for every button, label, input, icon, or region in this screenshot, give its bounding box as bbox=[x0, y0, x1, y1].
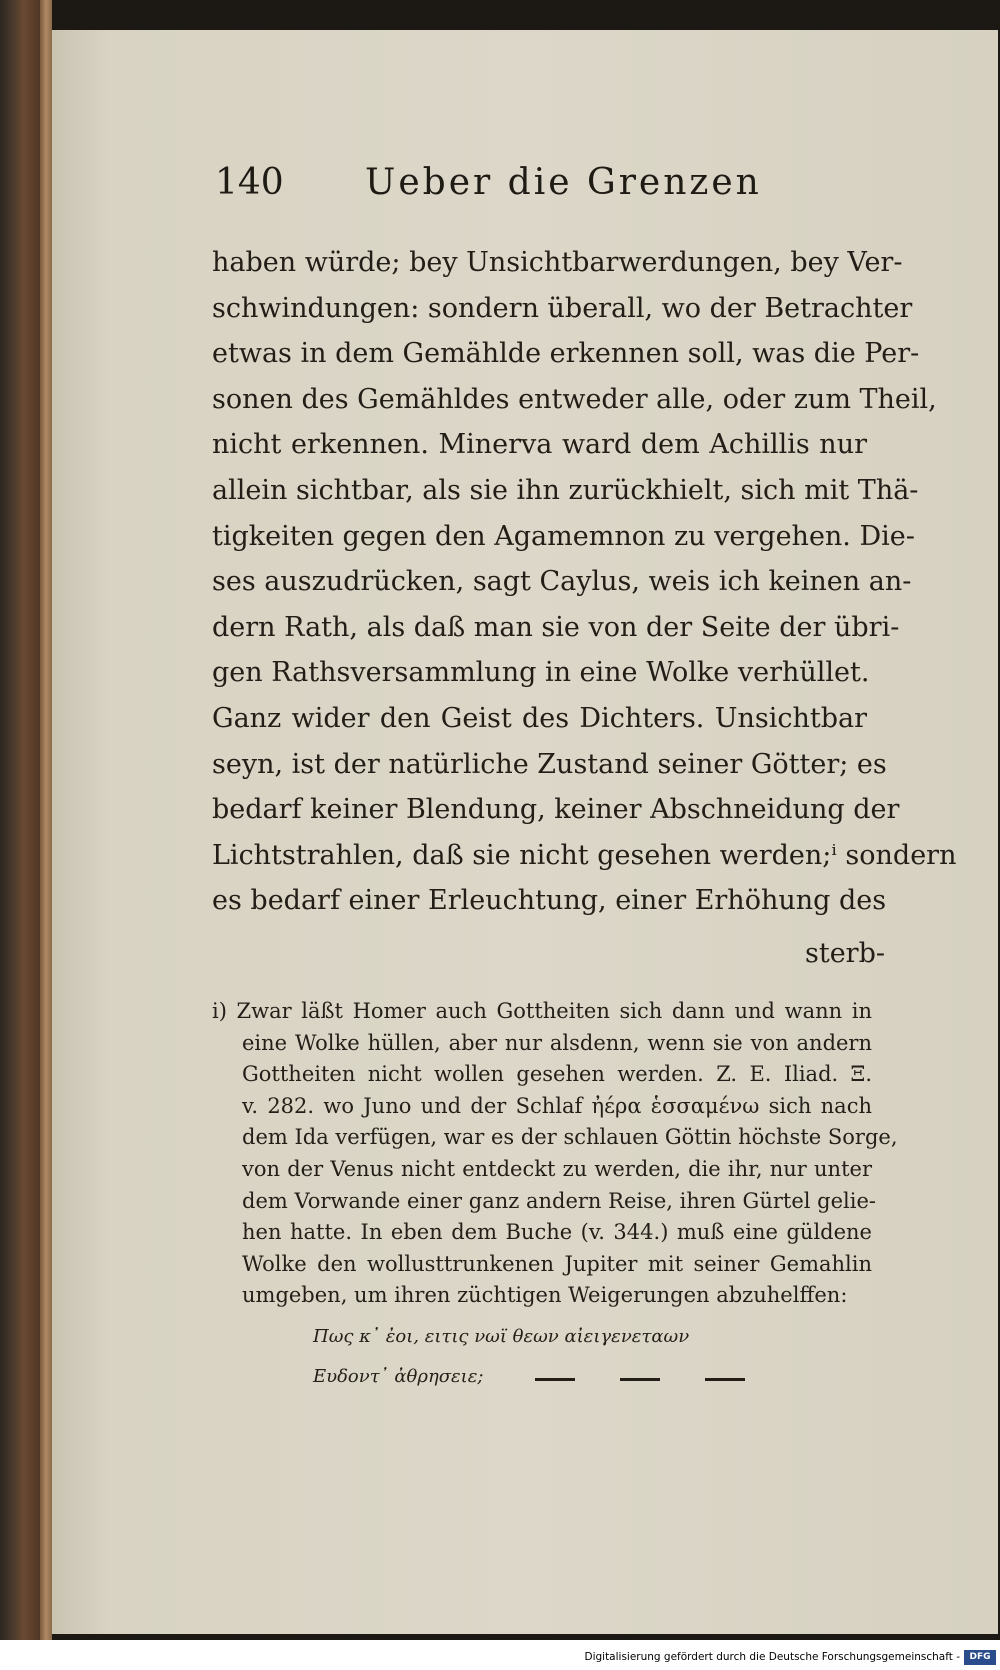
footnote-line: v. 282. wo Juno und der Schlaf ἠέρα ἑσσαμένω sich nach bbox=[242, 1093, 872, 1118]
text-line: haben würde; bey Unsichtbarwerdungen, bey Ver- bbox=[212, 247, 903, 278]
text-line: nicht erkennen. Minerva ward dem Achillis nur bbox=[212, 429, 867, 461]
page-edge-stack bbox=[40, 0, 52, 1640]
text-line: seyn, ist der natürliche Zustand seiner Götter; es bbox=[212, 748, 887, 780]
text-line: sonen des Gemähldes entweder alle, oder zum Theil, bbox=[212, 383, 937, 415]
greek-verse-line: Ευδοντ᾽ ἀθρησειε; bbox=[313, 1366, 484, 1387]
ellipsis-dashes bbox=[535, 1370, 745, 1390]
text-line: dern Rath, als daß man sie von der Seite der übri- bbox=[212, 611, 900, 643]
footnote-line: von der Venus nicht entdeckt zu werden, die ihr, nur unter bbox=[242, 1156, 872, 1181]
dash-rule bbox=[620, 1378, 660, 1381]
digitization-footer bbox=[0, 1648, 1000, 1670]
footnote-line: dem Vorwande einer ganz andern Reise, ihren Gürtel gelie- bbox=[242, 1188, 876, 1213]
text-line: allein sichtbar, als sie ihn zurückhielt, sich mit Thä- bbox=[212, 474, 919, 506]
footnote-line: hen hatte. In eben dem Buche (v. 344.) muß eine güldene bbox=[242, 1220, 872, 1245]
text-line: gen Rathsversammlung in eine Wolke verhüllet. bbox=[212, 657, 870, 689]
dash-rule bbox=[535, 1378, 575, 1381]
footnote bbox=[212, 996, 898, 1312]
page-header bbox=[215, 162, 975, 222]
text-line: etwas in dem Gemählde erkennen soll, was die Per- bbox=[212, 338, 920, 370]
greek-verse-line: Πως κ᾽ ἐοι, ειτις νωϊ θεων αἰειγενεταων bbox=[313, 1326, 690, 1347]
footnote-line: eine Wolke hüllen, aber nur alsdenn, wenn sie von andern bbox=[242, 1030, 872, 1055]
footnote-line: i) Zwar läßt Homer auch Gottheiten sich dann und wann in bbox=[212, 999, 872, 1023]
dfg-logo-icon: DFG bbox=[964, 1650, 996, 1665]
text-line: es bedarf einer Erleuchtung, einer Erhöhung des bbox=[212, 885, 887, 917]
text-line: Ganz wider den Geist des Dichters. Unsichtbar bbox=[212, 702, 867, 734]
catchword: sterb- bbox=[805, 938, 885, 969]
footnote-line: dem Ida verfügen, war es der schlauen Göttin höchste Sorge, bbox=[242, 1125, 898, 1150]
main-text bbox=[212, 240, 957, 924]
text-line: Lichtstrahlen, daß sie nicht gesehen werden;ⁱ sondern bbox=[212, 839, 957, 871]
page-number: 140 bbox=[215, 162, 284, 203]
text-line: schwindungen: sondern überall, wo der Betrachter bbox=[212, 292, 913, 324]
text-line: bedarf keiner Blendung, keiner Abschneidung der bbox=[212, 794, 900, 826]
footnote-line: umgeben, um ihren züchtigen Weigerungen abzuhelffen: bbox=[242, 1283, 848, 1308]
footnote-line: Gottheiten nicht wollen gesehen werden. Z. E. Iliad. Ξ. bbox=[242, 1062, 872, 1087]
footnote-line: Wolke den wollusttrunkenen Jupiter mit seiner Gemahlin bbox=[242, 1251, 872, 1276]
text-line: ses auszudrücken, sagt Caylus, weis ich keinen an- bbox=[212, 566, 912, 598]
dash-rule bbox=[705, 1378, 745, 1381]
funding-credit: Digitalisierung gefördert durch die Deutsche Forschungsgemeinschaft - bbox=[584, 1651, 960, 1663]
running-head: Ueber die Grenzen bbox=[365, 162, 762, 203]
text-line: tigkeiten gegen den Agamemnon zu vergehen. Die- bbox=[212, 520, 915, 552]
